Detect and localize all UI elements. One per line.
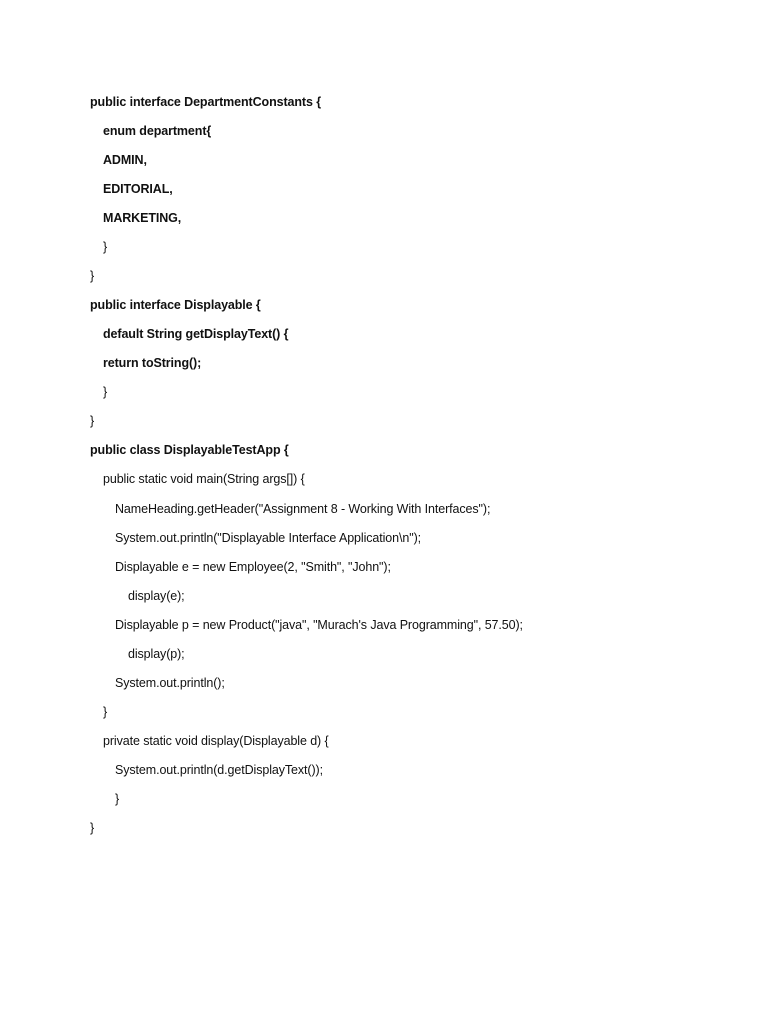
code-line: } — [90, 269, 95, 283]
code-line: Displayable p = new Product("java", "Murach's Java Programming", 57.50); — [115, 618, 523, 632]
code-line: System.out.println("Displayable Interface Application\n"); — [115, 531, 422, 545]
code-line: enum department{ — [103, 124, 212, 138]
code-line: private static void display(Displayable d) { — [103, 734, 329, 748]
code-line: public class DisplayableTestApp { — [90, 443, 289, 457]
code-line: EDITORIAL, — [103, 182, 173, 196]
code-line: } — [90, 414, 95, 428]
code-line: public interface Displayable { — [90, 298, 261, 312]
code-line: display(e); — [128, 589, 185, 603]
code-line: } — [103, 385, 108, 399]
code-line: NameHeading.getHeader("Assignment 8 - Working With Interfaces"); — [115, 502, 491, 516]
code-line: public interface DepartmentConstants { — [90, 95, 321, 109]
code-line: Displayable e = new Employee(2, "Smith", "John"); — [115, 560, 391, 574]
code-line: } — [103, 705, 108, 719]
code-line: MARKETING, — [103, 211, 182, 225]
code-line: return toString(); — [103, 356, 202, 370]
code-line: public static void main(String args[]) { — [103, 472, 305, 486]
code-line: } — [90, 821, 95, 835]
code-line: } — [115, 792, 120, 806]
code-line: display(p); — [128, 647, 185, 661]
code-line: default String getDisplayText() { — [103, 327, 289, 341]
code-line: System.out.println(d.getDisplayText()); — [115, 763, 323, 777]
code-line: } — [103, 240, 108, 254]
code-line: System.out.println(); — [115, 676, 225, 690]
code-line: ADMIN, — [103, 153, 147, 167]
